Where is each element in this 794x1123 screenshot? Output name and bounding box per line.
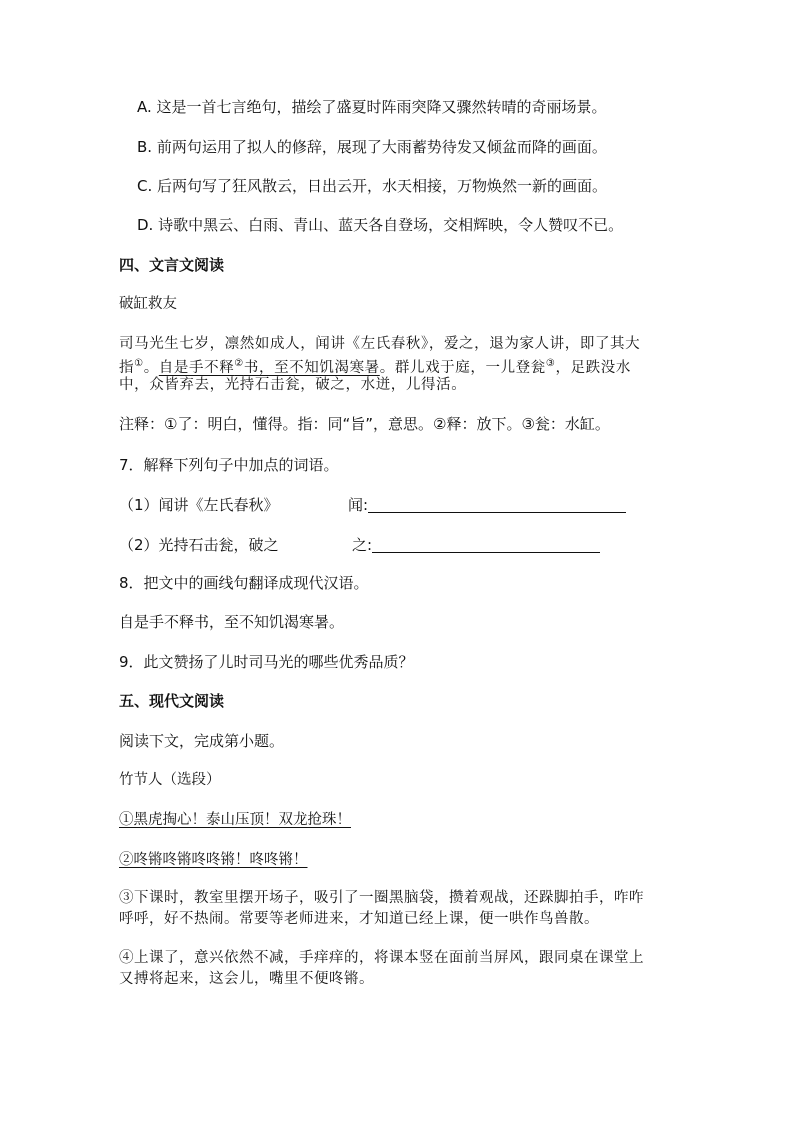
passage-text: ，足跌没水 bbox=[555, 360, 631, 376]
option-d: D. 诗歌中黑云、白雨、青山、蓝天各自登场，交相辉映，令人赞叹不已。 bbox=[137, 216, 624, 234]
passage-line-3: 中，众皆弃去，光持石击瓮，破之，水迸，儿得活。 bbox=[119, 377, 467, 393]
passage-title-classical: 破缸救友 bbox=[119, 296, 177, 312]
modern-paragraph-3-line-2: 呼呼，好不热闹。常要等老师进来，才知道已经上课，便一哄作鸟兽散。 bbox=[119, 911, 599, 927]
passage-text: 指 bbox=[119, 360, 135, 376]
section-heading-modern: 五、现代文阅读 bbox=[119, 692, 225, 710]
section-heading-classical: 四、文言文阅读 bbox=[119, 256, 225, 274]
modern-paragraph-3-line-1: ③下课时，教室里摆开场子，吸引了一圈黑脑袋，攒着观战，还跺脚拍手，咋咋 bbox=[119, 890, 644, 906]
footnote-marker-1: ① bbox=[134, 358, 144, 369]
option-a: A. 这是一首七言绝句，描绘了盛夏时阵雨突降又骤然转晴的奇丽场景。 bbox=[137, 98, 607, 116]
underlined-text: 书，至不知饥渴寒暑 bbox=[243, 360, 380, 376]
modern-paragraph-2: ②咚锵咚锵咚咚锵！咚咚锵！ bbox=[119, 852, 308, 868]
reading-instruction: 阅读下文，完成第小题。 bbox=[119, 732, 285, 750]
question-7: 7．解释下列句子中加点的词语。 bbox=[119, 456, 339, 474]
answer-label: 之: bbox=[352, 536, 373, 554]
passage-text: 。群儿戏于庭，一儿登瓮 bbox=[379, 360, 546, 376]
passage-line-1: 司马光生七岁，凛然如成人，闻讲《左氏春秋》，爱之，退为家人讲，即了其大 bbox=[119, 336, 641, 352]
question-7-item-2: （2）光持石击瓮，破之 bbox=[119, 536, 279, 554]
footnote-marker-3: ③ bbox=[545, 358, 556, 369]
question-8: 8．把文中的画线句翻译成现代汉语。 bbox=[119, 574, 369, 592]
question-7-answer-2 bbox=[352, 535, 600, 555]
passage-title-modern: 竹节人（选段） bbox=[119, 772, 221, 788]
underlined-sentence bbox=[159, 360, 380, 376]
question-9: 9．此文赞扬了儿时司马光的哪些优秀品质？ bbox=[119, 653, 414, 671]
question-7-answer-1 bbox=[348, 495, 626, 515]
question-8-sentence: 自是手不释书，至不知饥渴寒暑。 bbox=[119, 613, 345, 631]
option-c: C. 后两句写了狂风散云，日出云开，水天相接，万物焕然一新的画面。 bbox=[137, 177, 608, 195]
underlined-text: 自是手不释 bbox=[158, 360, 235, 376]
question-7-item-1: （1）闻讲《左氏春秋》 bbox=[119, 496, 279, 514]
modern-paragraph-1: ①黑虎掏心！泰山压顶！双龙抢珠！ bbox=[119, 812, 351, 828]
passage-text: 。 bbox=[143, 360, 159, 376]
answer-label: 闻: bbox=[348, 496, 369, 514]
modern-paragraph-4-line-1: ④上课了，意兴依然不减，手痒痒的，将课本竖在面前当屏风，跟同桌在课堂上 bbox=[119, 950, 644, 966]
footnote-marker-2: ② bbox=[234, 358, 244, 369]
option-b: B. 前两句运用了拟人的修辞，展现了大雨蓄势待发又倾盆而降的画面。 bbox=[137, 138, 607, 156]
answer-blank-1[interactable] bbox=[368, 496, 626, 513]
answer-blank-2[interactable] bbox=[372, 536, 600, 553]
annotations: 注释：①了：明白，懂得。指：同“旨”，意思。②释：放下。③瓮：水缸。 bbox=[119, 415, 610, 433]
modern-paragraph-4-line-2: 又搏将起来，这会儿，嘴里不便咚锵。 bbox=[119, 971, 374, 987]
